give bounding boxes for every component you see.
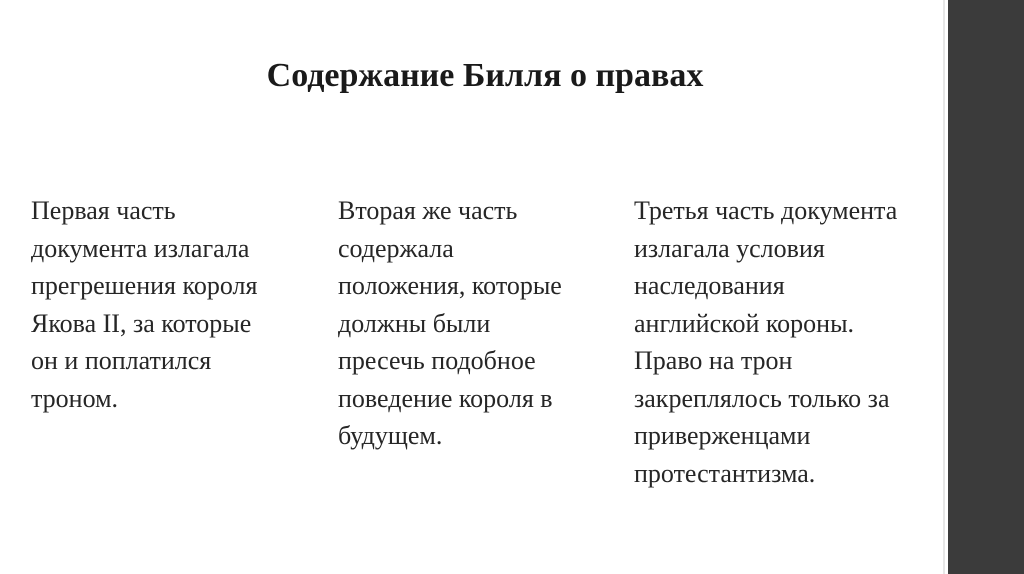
text-column-third-part: Третья часть документа излагала условия наследования английской короны. Право на трон закреплялось только за приверженцами протестантизма. — [634, 196, 898, 488]
text-column-first-part: Первая часть документа излагала прегрешения короля Якова II, за которые он и поплатился троном. — [31, 196, 258, 413]
slide-title: Содержание Билля о правах — [266, 57, 704, 94]
edge-strip — [948, 0, 1024, 574]
text-column-second-part: Вторая же часть содержала положения, которые должны были пресечь подобное поведение короля в будущем. — [338, 196, 562, 450]
